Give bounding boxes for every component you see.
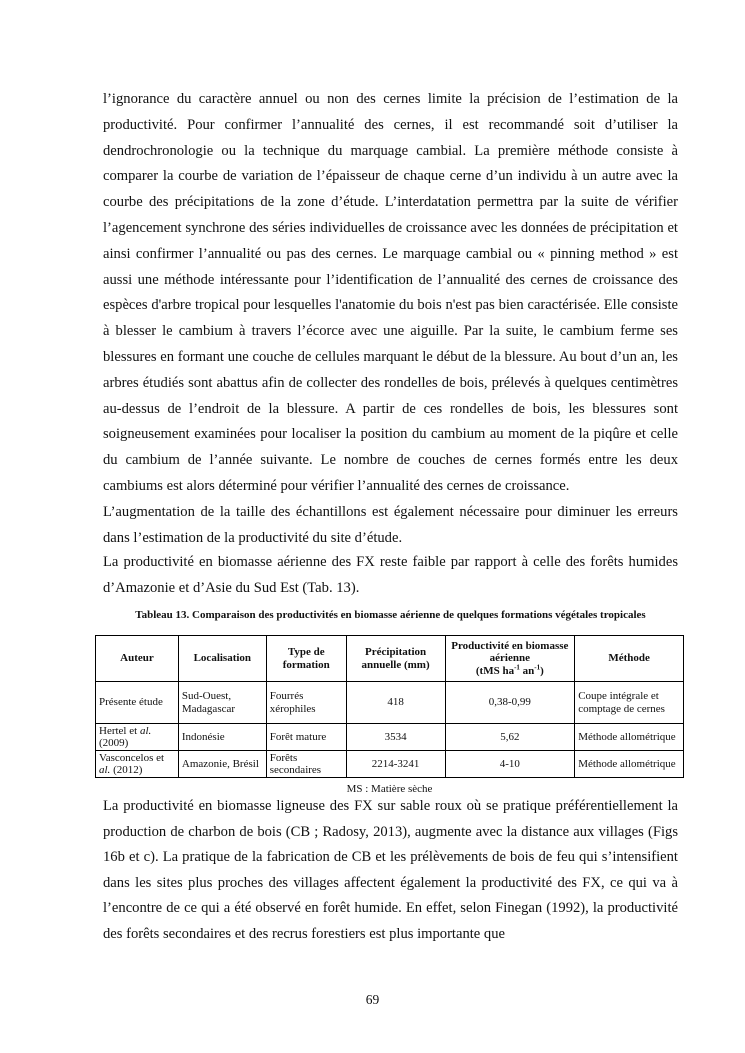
cell-type: Forêts secondaires [266,751,346,778]
header-productivite-main: Productivité en biomasse aérienne [451,639,569,665]
header-productivite-unit-b: an [519,664,535,677]
table-row [96,751,684,778]
cell-auteur [96,724,179,751]
paragraph-productivite-fx: La productivité en biomasse aérienne des FX reste faible par rapport à celle des forêts humides d’Amazonie et d’Asie du Sud Est (Tab. 13). [103,554,678,596]
cell-productivite: 0,38-0,99 [445,682,575,724]
header-productivite-exp-b: -1 [534,663,541,672]
cell-localisation: Indonésie [178,724,266,751]
cell-precipitation: 418 [346,682,445,724]
cell-localisation: Amazonie, Brésil [178,751,266,778]
cell-auteur-text: Vasconcelos et [99,751,165,764]
header-localisation: Localisation [178,636,266,682]
cell-type: Forêt mature [266,724,346,751]
productivity-table [95,635,684,778]
header-type-formation: Type de formation [266,636,346,682]
table-note: MS : Matière sèche [346,783,433,795]
cell-precipitation: 3534 [346,724,445,751]
header-productivite [445,636,575,682]
paragraph-cernes-annualite: l’ignorance du caractère annuel ou non des cernes limite la précision de l’estimation de la productivité. Pour confirmer l’annualité des cernes, il est recommandé soit d’utiliser la dendrochronologie ou la technique du marquage cambial. La première méthode consiste à comparer la courbe de variation de l’épaisseur de chaque cerne d’un individu à un autre avec la courbe des précipitations de la zone d’étude. L’interdatation permettra par la suite de vérifier l’agencement synchrone des séries individuelles de croissance avec les données de précipitation et ainsi confirmer l’annualité ou pas des cernes. Le marquage cambial ou « pinning method » est aussi une méthode intéressante pour l’identification de l’annualité des cernes de croissance des espèces d'arbre tropical pour lesquelles l'anatomie du bois n'est pas bien caractérisée. Elle consiste à blesser le cambium à travers l’écorce avec une aiguille. Par la suite, le cambium ferme ses blessures en formant une couche de cellules marquant le début de la blessure. Au bout d’un an, les arbres étudiés sont abattus afin de collecter des rondelles de bois, prélevés à quelques centimètres au-dessus de l’endroit de la blessure. A partir de ces rondelles de bois, les blessures sont soigneusement examinées pour localiser la position du cambium au moment de la piqûre et celle du cambium de l’année suivante. Le nombre de couches de cernes formés entre les deux cambiums est alors déterminé pour vérifier l’annualité des cernes de croissance. [103,91,678,494]
cell-auteur-text: Présente étude [99,696,163,709]
cell-productivite: 5,62 [445,724,575,751]
paragraph-biomasse-ligneuse: La productivité en biomasse ligneuse des FX sur sable roux où se pratique préférentiellement la production de charbon de bois (CB ; Radosy, 2013), augmente avec la distance aux villages (Figs 16b et c). La pratique de la fabrication de CB et les prélèvements de bois de feu qui s’intensifient dans les sites plus proches des villages affectent également la productivité des FX, ce qui va à l’encontre de ce qui a été observé en forêt humide. En effet, selon Finegan (1992), la productivité des forêts secondaires et des recrus forestiers est plus importante que [103,798,678,942]
cell-methode: Méthode allométrique [575,724,684,751]
header-methode: Méthode [575,636,684,682]
cell-type: Fourrés xérophiles [266,682,346,724]
cell-auteur-etal: al. [139,724,152,737]
header-precipitation: Précipitation annuelle (mm) [346,636,445,682]
header-productivite-close: ) [540,664,544,677]
cell-auteur-year: (2012) [110,764,143,776]
header-productivite-unit-a: (tMS ha [475,664,515,677]
cell-auteur [96,751,179,778]
paragraph-taille-echantillons: L’augmentation de la taille des échantillons est également nécessaire pour diminuer les erreurs dans l’estimation de la productivité du site d’étude. [103,504,678,546]
table-row [96,724,684,751]
cell-productivite: 4-10 [445,751,575,778]
cell-localisation: Sud-Ouest, Madagascar [178,682,266,724]
cell-precipitation: 2214-3241 [346,751,445,778]
cell-auteur [96,682,179,724]
table-caption: Tableau 13. Comparaison des productivités en biomasse aérienne de quelques formations végétales tropicales [135,609,646,621]
page-number: 69 [365,992,380,1007]
table-header-row [96,636,684,682]
cell-auteur-year: (2009) [99,737,129,749]
header-productivite-exp-a: -1 [514,663,520,672]
table-row [96,682,684,724]
cell-methode: Coupe intégrale et comptage de cernes [575,682,684,724]
cell-auteur-etal: al. [99,764,111,776]
cell-methode: Méthode allométrique [575,751,684,778]
header-auteur: Auteur [96,636,179,682]
cell-auteur-text: Hertel et [99,724,140,737]
